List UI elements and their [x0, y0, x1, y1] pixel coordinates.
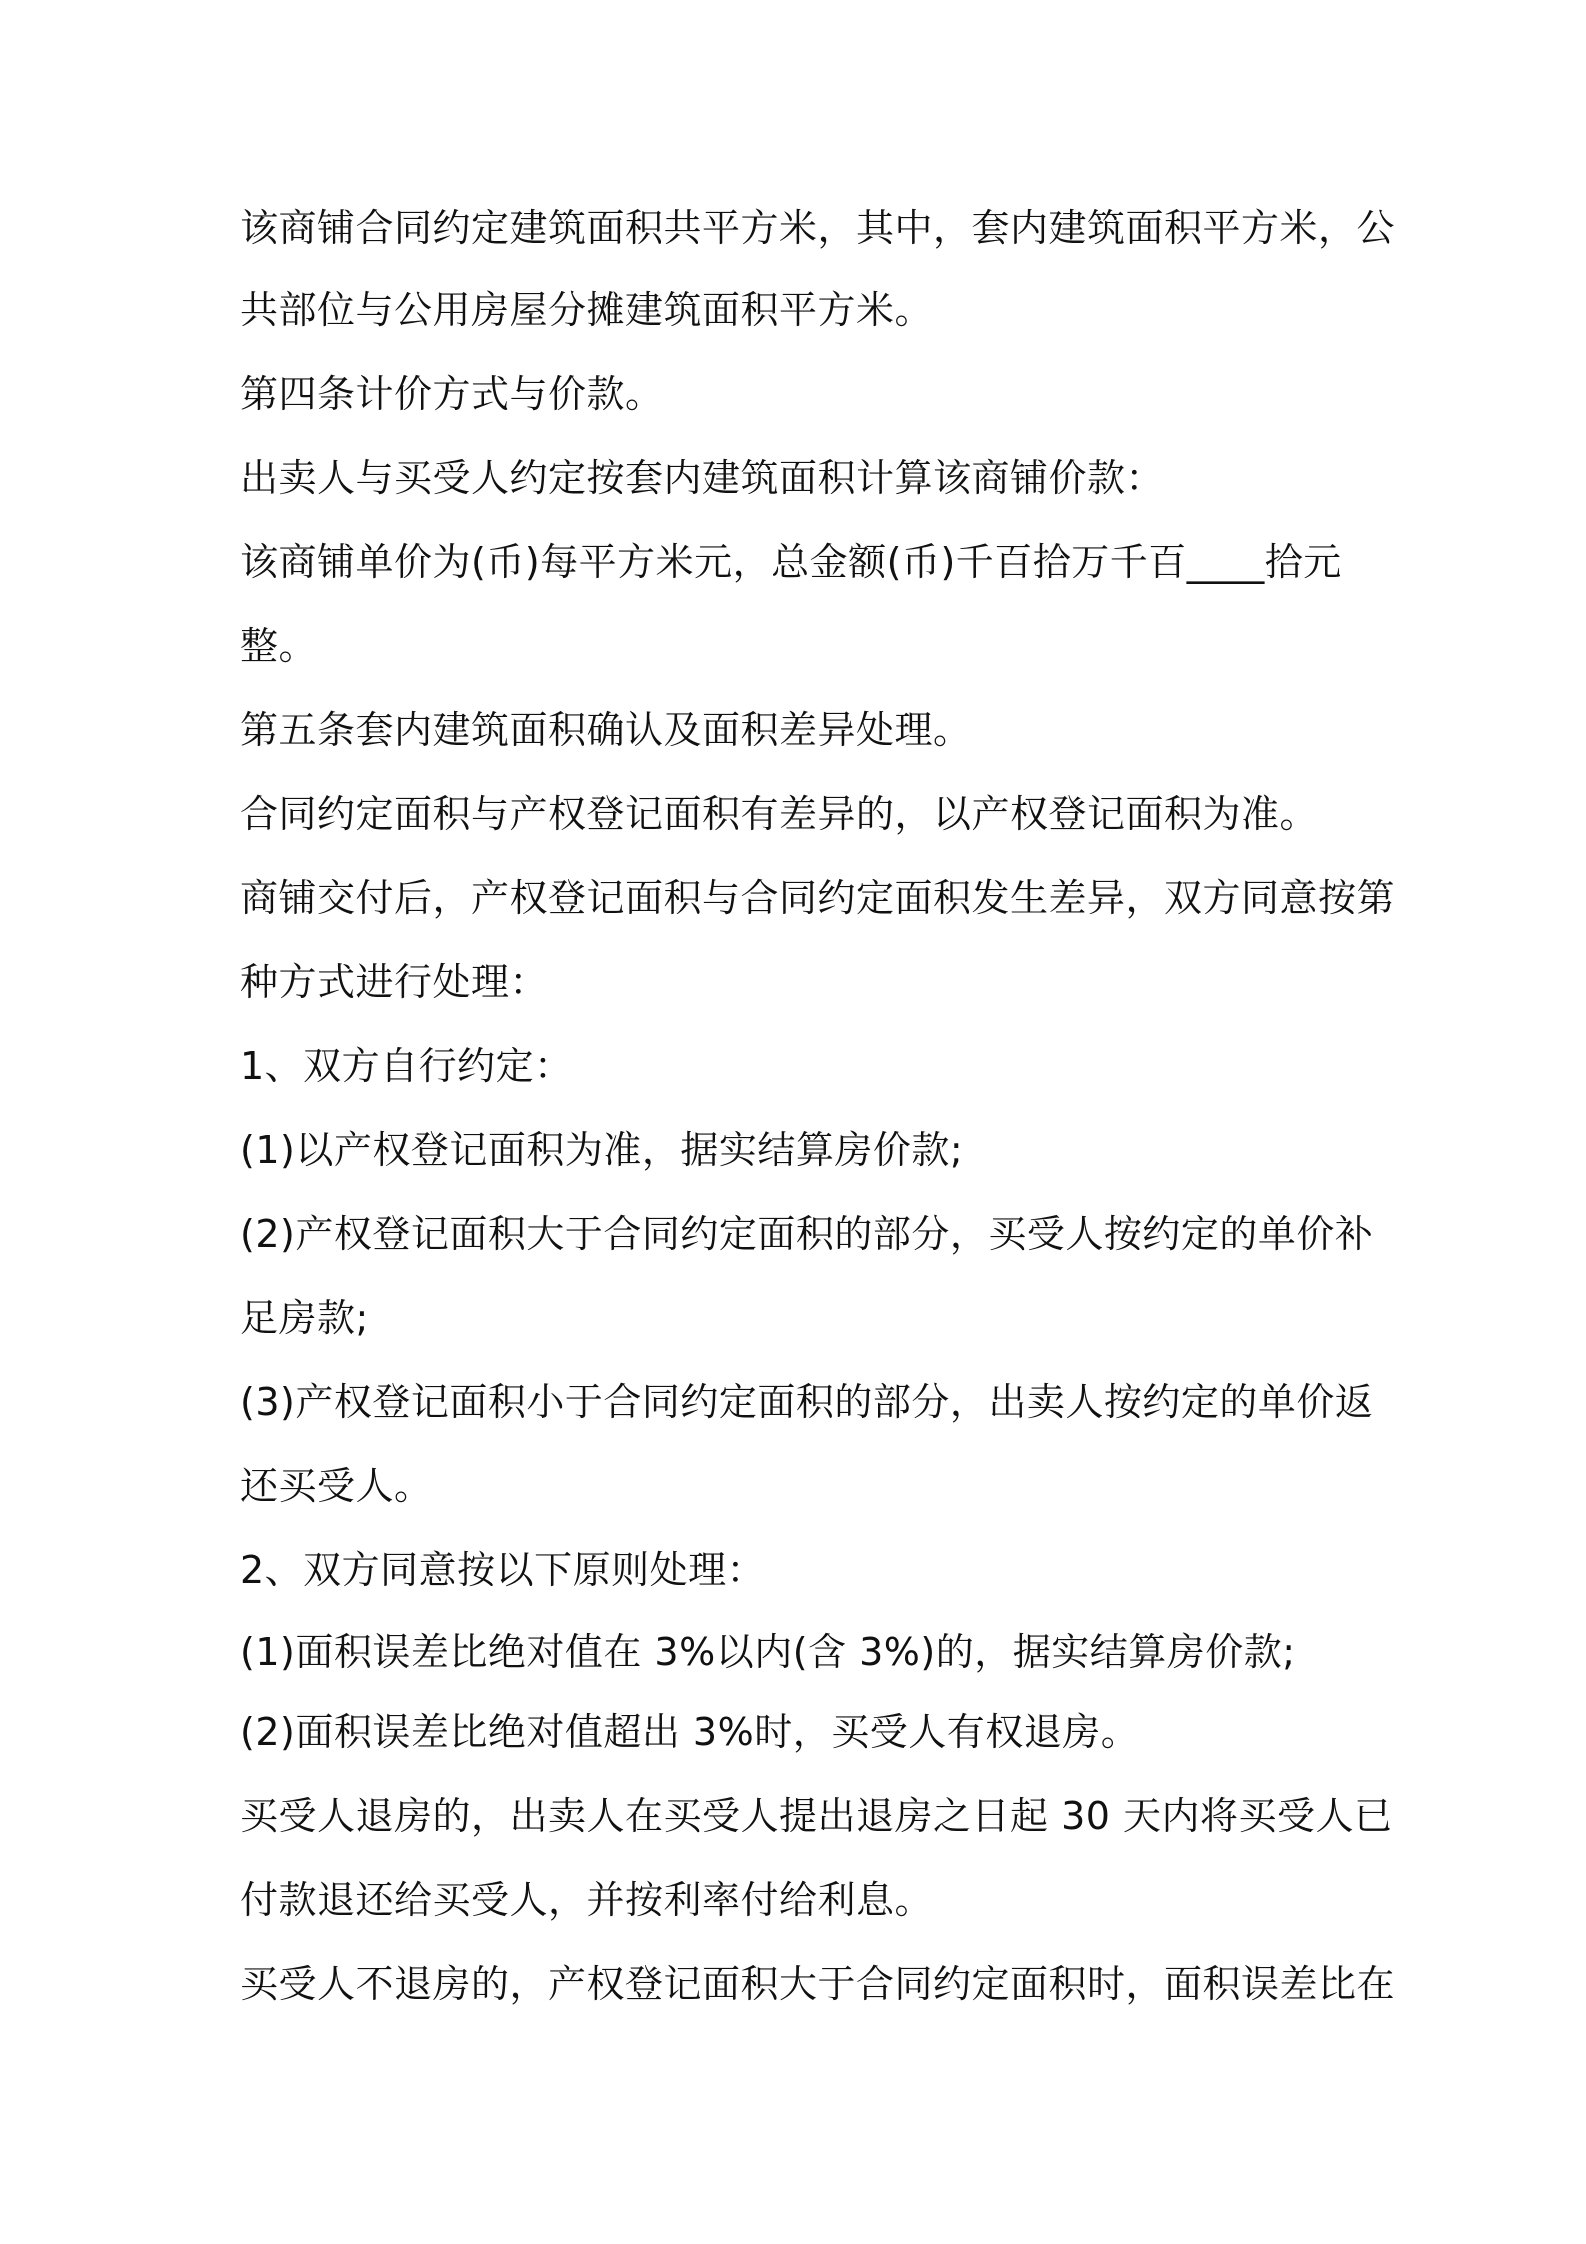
list-item: (2)产权登记面积大于合同约定面积的部分，买受人按约定的单价补 [240, 1212, 1374, 1256]
list-item: (1)以产权登记面积为准，据实结算房价款; [240, 1128, 964, 1172]
text-line: 付款退还给买受人，并按利率付给利息。 [240, 1878, 934, 1922]
text-line: 该商铺单价为(币)每平方米元，总金额(币)千百拾万千百____拾元 [240, 540, 1342, 584]
text-line: 买受人不退房的，产权登记面积大于合同约定面积时，面积误差比在 [240, 1962, 1396, 2006]
text-line: 整。 [240, 624, 318, 668]
section-heading: 第五条套内建筑面积确认及面积差异处理。 [240, 708, 972, 752]
list-item: 1、双方自行约定： [240, 1044, 573, 1088]
list-item: (1)面积误差比绝对值在 3%以内(含 3%)的，据实结算房价款; [240, 1630, 1296, 1674]
text-line: 买受人退房的，出卖人在买受人提出退房之日起 30 天内将买受人已 [240, 1794, 1393, 1838]
text-line: 种方式进行处理： [240, 960, 549, 1004]
text-line: 共部位与公用房屋分摊建筑面积平方米。 [240, 288, 934, 332]
text-line: 还买受人。 [240, 1464, 433, 1508]
list-item: (2)面积误差比绝对值超出 3%时，买受人有权退房。 [240, 1710, 1140, 1754]
text-line: 出卖人与买受人约定按套内建筑面积计算该商铺价款： [240, 456, 1165, 500]
text-line: 该商铺合同约定建筑面积共平方米，其中，套内建筑面积平方米，公 [240, 206, 1396, 250]
text-line: 合同约定面积与产权登记面积有差异的，以产权登记面积为准。 [240, 792, 1319, 836]
section-heading: 第四条计价方式与价款。 [240, 372, 664, 416]
list-item: 2、双方同意按以下原则处理： [240, 1548, 766, 1592]
text-line: 足房款; [240, 1296, 369, 1340]
list-item: (3)产权登记面积小于合同约定面积的部分，出卖人按约定的单价返 [240, 1380, 1374, 1424]
text-line: 商铺交付后，产权登记面积与合同约定面积发生差异，双方同意按第 [240, 876, 1396, 920]
